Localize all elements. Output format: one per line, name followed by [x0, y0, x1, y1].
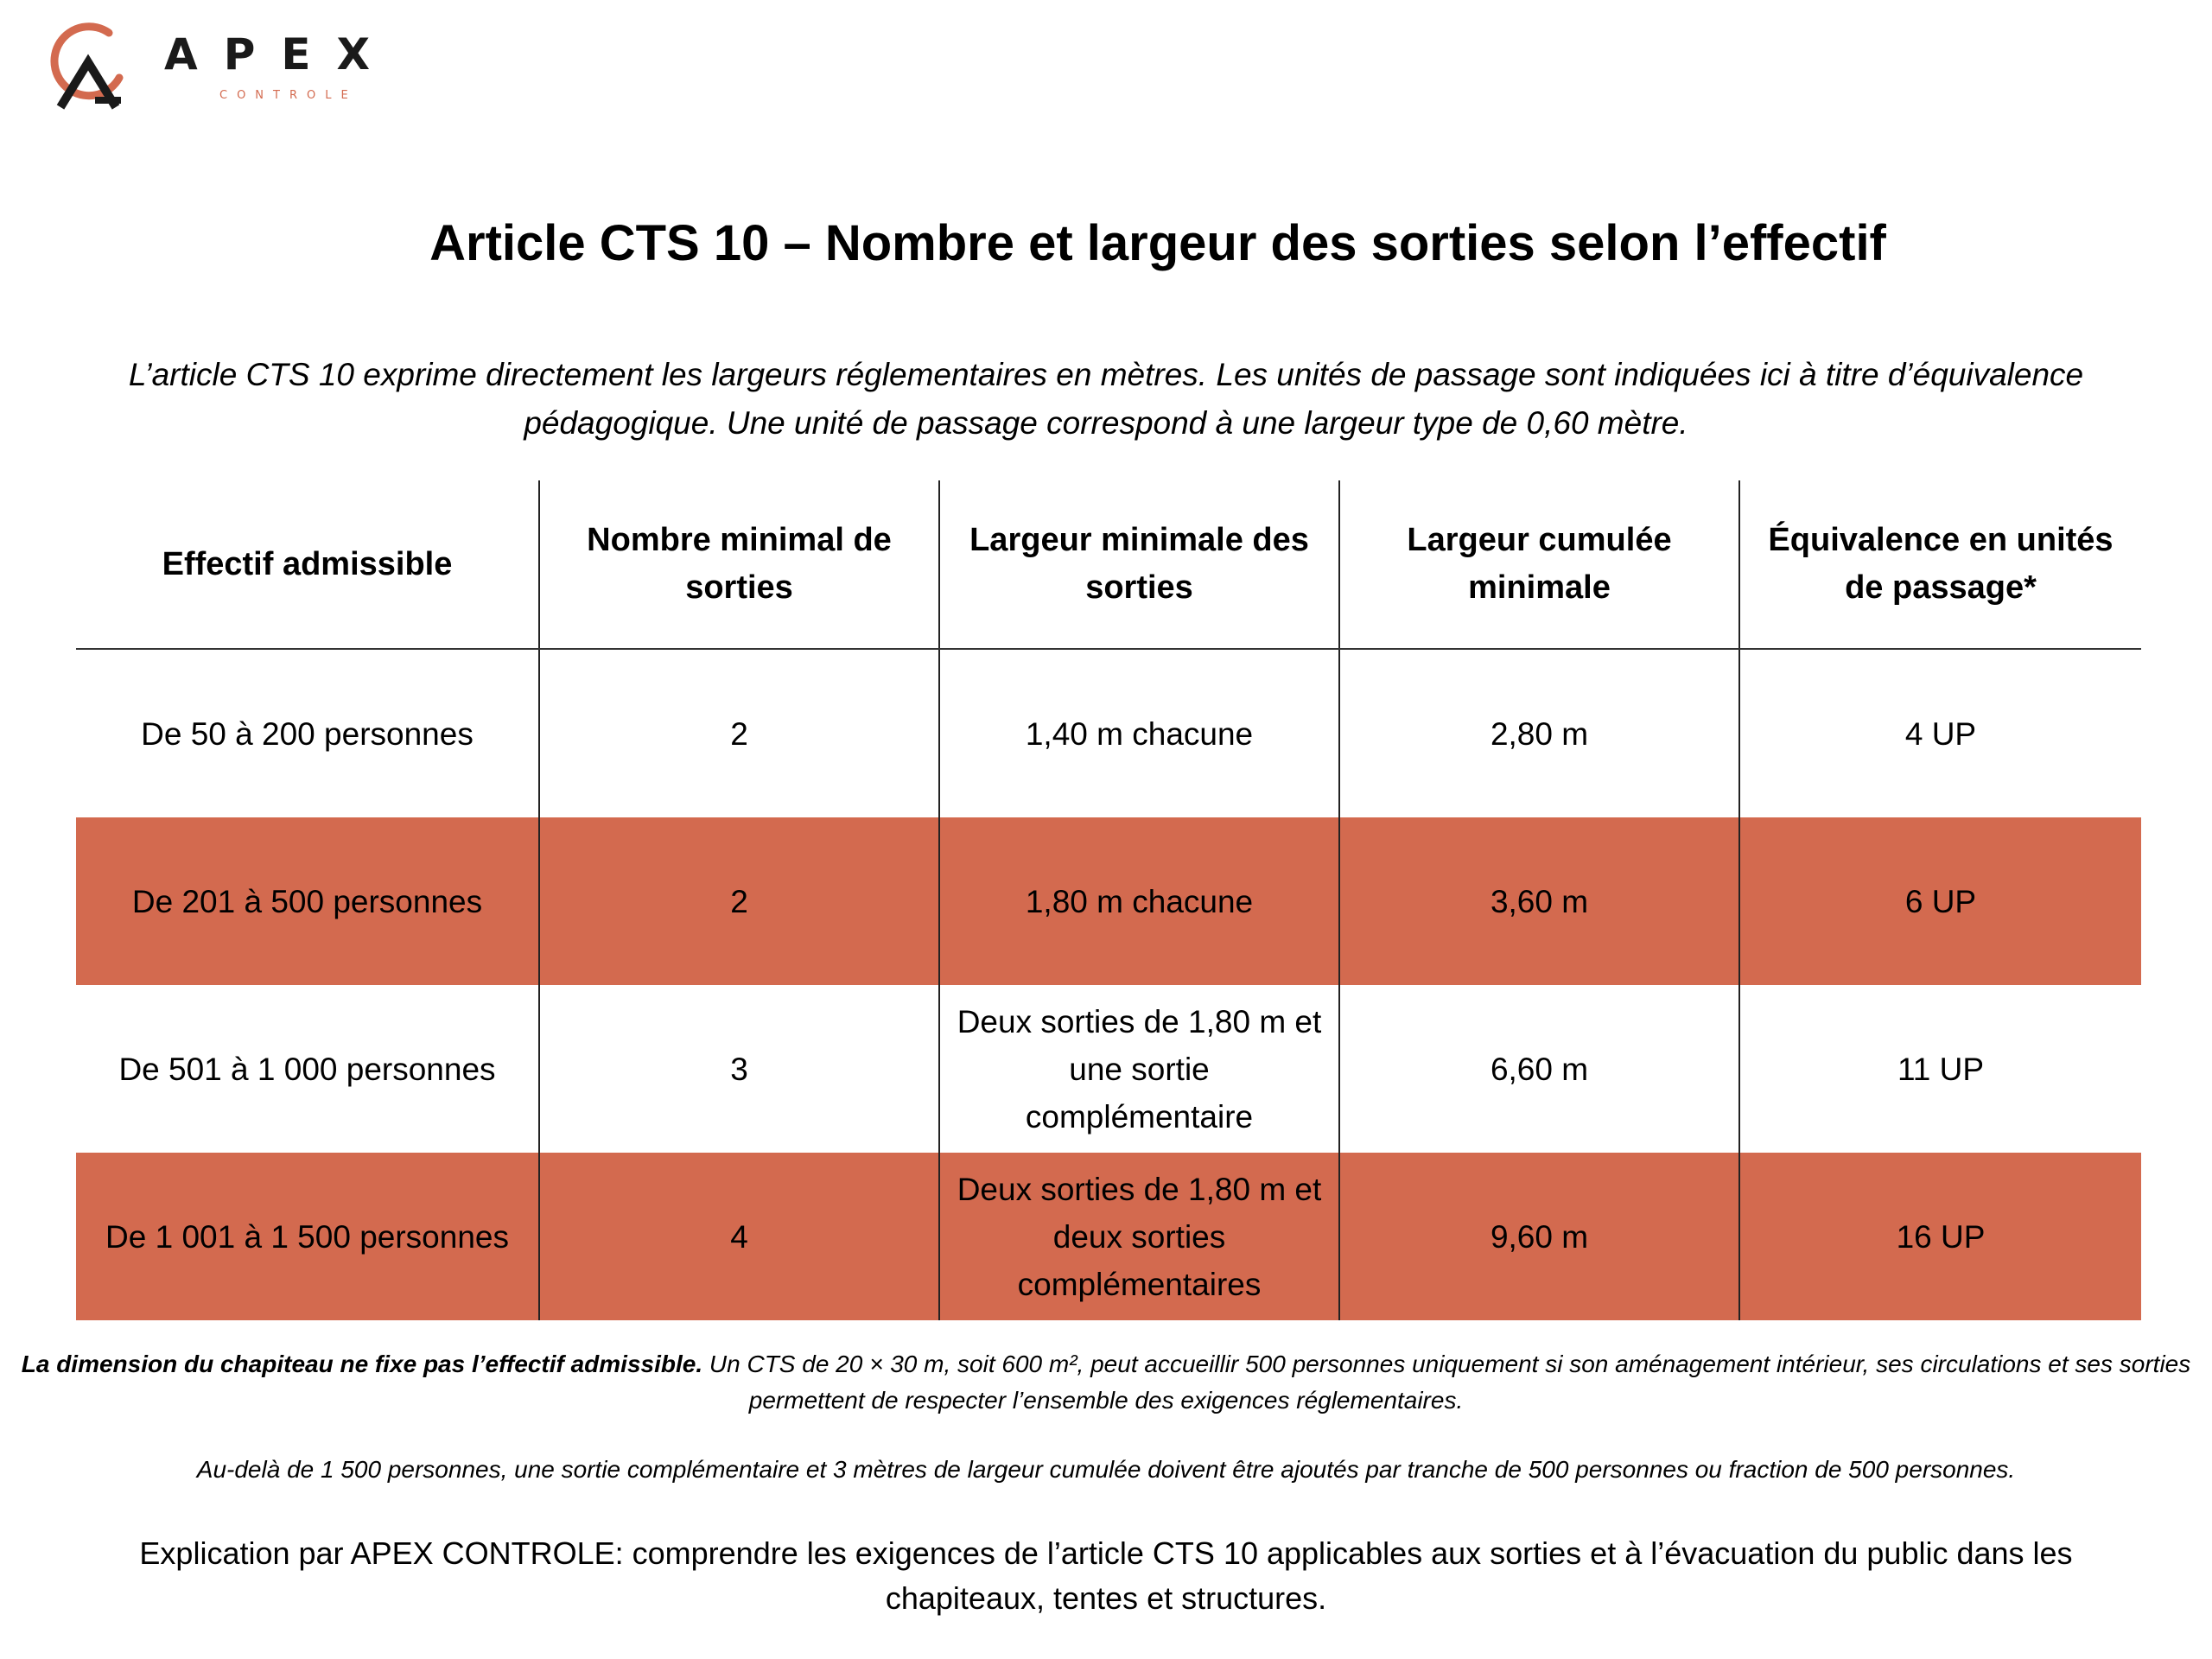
cell-largeur: 1,80 m chacune — [938, 817, 1338, 985]
cell-up: 4 UP — [1738, 650, 2141, 817]
cell-nombre: 2 — [538, 650, 938, 817]
cell-up: 6 UP — [1738, 817, 2141, 985]
cell-cumulee: 6,60 m — [1338, 985, 1738, 1153]
cell-cumulee: 3,60 m — [1338, 817, 1738, 985]
cell-effectif: De 1 001 à 1 500 personnes — [105, 1218, 509, 1255]
cell-nombre: 4 — [538, 1153, 938, 1320]
cell-largeur: 1,40 m chacune — [938, 650, 1338, 817]
cell-effectif: De 50 à 200 personnes — [141, 715, 474, 752]
apex-logo-icon — [38, 17, 133, 112]
cell-effectif: De 501 à 1 000 personnes — [118, 1051, 496, 1087]
cell-up: 16 UP — [1738, 1153, 2141, 1320]
cell-nombre: 3 — [538, 985, 938, 1153]
cell-largeur: Deux sorties de 1,80 m et une sortie complémentaire — [938, 985, 1338, 1153]
exits-table — [76, 480, 2141, 1320]
apex-explanation: Explication par APEX CONTROLE: comprendre les exigences de l’article CTS 10 applicables aux sorties et à l’évacuation du public dans les chapiteaux, tentes et structures. — [139, 1535, 2073, 1616]
table-row — [76, 1153, 2141, 1320]
cell-cumulee: 2,80 m — [1338, 650, 1738, 817]
cell-cumulee: 9,60 m — [1338, 1153, 1738, 1320]
table-row — [76, 817, 2141, 985]
table-row — [76, 985, 2141, 1153]
header-largeur-cumulee: Largeur cumulée minimale — [1338, 480, 1738, 648]
table-row — [76, 650, 2141, 817]
header-nombre-sorties: Nombre minimal de sorties — [538, 480, 938, 648]
cell-nombre: 2 — [538, 817, 938, 985]
header-largeur-minimale: Largeur minimale des sorties — [938, 480, 1338, 648]
cell-effectif: De 201 à 500 personnes — [131, 883, 483, 919]
beyond-1500-note: Au-delà de 1 500 personnes, une sortie complémentaire et 3 mètres de largeur cumulée doivent être ajoutés par tranche de 500 personnes ou fraction de 500 personnes. — [196, 1456, 2016, 1483]
table-header-row — [76, 480, 2141, 650]
intro-paragraph: L’article CTS 10 exprime directement les largeurs réglementaires en mètres. Les unités de passage sont indiquées ici à titre d’équivalence pédagogique. Une unité de passage correspond à une largeur type de 0,60 mètre. — [128, 357, 2084, 441]
apex-logo — [38, 17, 401, 112]
header-equivalence-up: Équivalence en unités de passage* — [1738, 480, 2141, 648]
logo-wordmark: APEX — [164, 29, 397, 79]
page-title: Article CTS 10 – Nombre et largeur des sorties selon l’effectif — [429, 215, 1886, 271]
capacity-note-bold: La dimension du chapiteau ne fixe pas l’effectif admissible. — [21, 1351, 703, 1377]
cell-up: 11 UP — [1738, 985, 2141, 1153]
cell-largeur: Deux sorties de 1,80 m et deux sorties complémentaires — [938, 1153, 1338, 1320]
header-effectif: Effectif admissible — [162, 545, 453, 582]
logo-subtitle: CONTROLE — [219, 89, 358, 102]
capacity-note — [9, 1346, 2203, 1419]
capacity-note-text: Un CTS de 20 × 30 m, soit 600 m², peut accueillir 500 personnes uniquement si son aménagement intérieur, ses circulations et ses sorties permettent de respecter l’ensemble des exigences réglementaires. — [702, 1351, 2191, 1414]
